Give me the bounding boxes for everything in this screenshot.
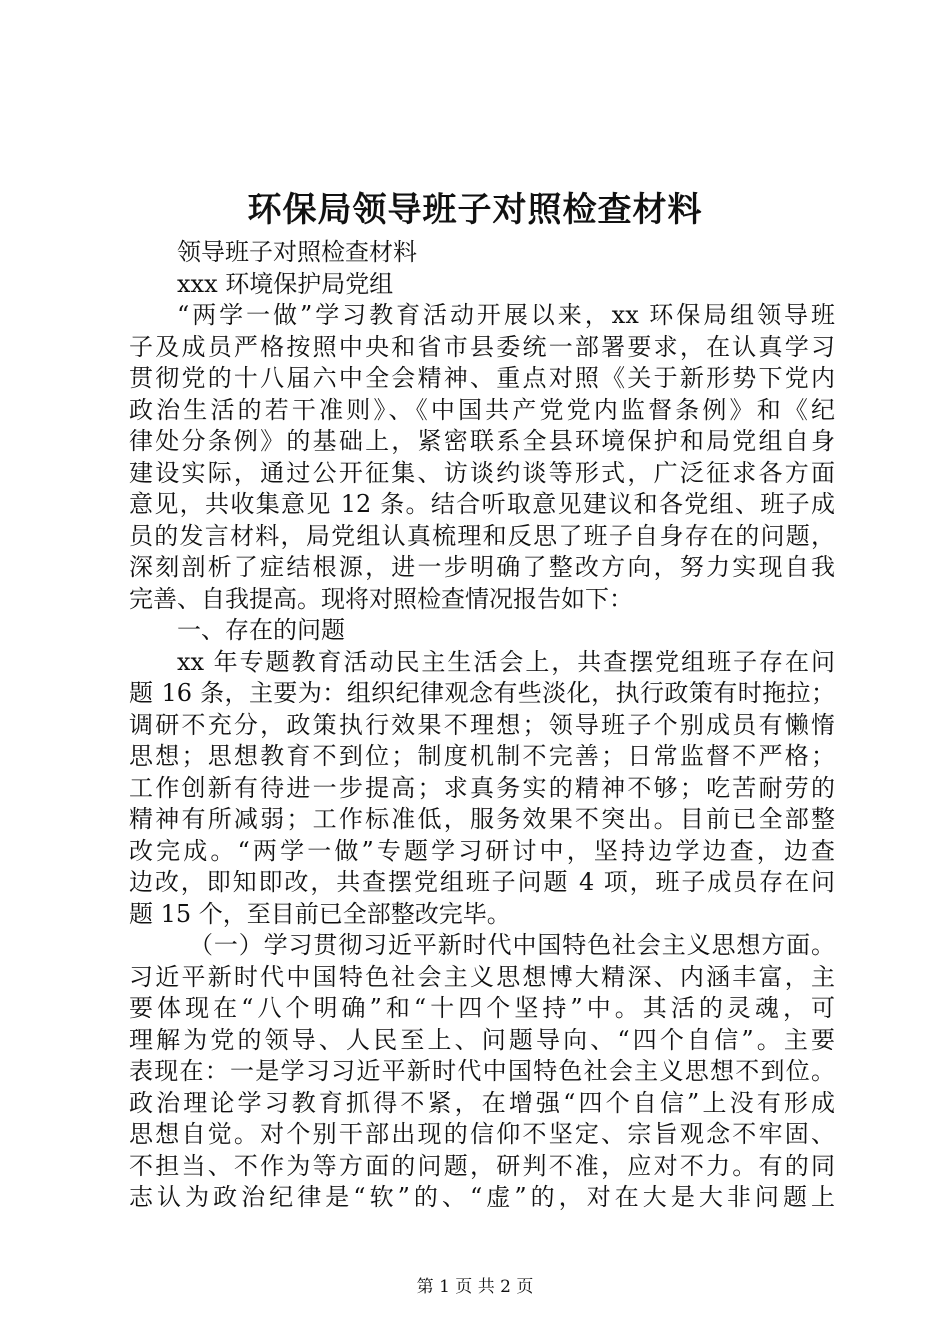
paragraph-line: 理解为党的领导、人民至上、问题导向、“四个自信”。主要 xyxy=(129,1025,835,1054)
paragraph-line: 完善、自我提高。现将对照检查情况报告如下： xyxy=(129,584,633,613)
paragraph-line: 律处分条例》的基础上，紧密联系全县环境保护和局党组自身 xyxy=(129,427,835,455)
paragraph-line: 意见，共收集意见 12 条。结合听取意见建议和各党组、班子成 xyxy=(129,490,835,518)
paragraph-line: 员的发言材料，局党组认真梳理和反思了班子自身存在的问题， xyxy=(129,521,835,550)
paragraph-line: 工作创新有待进一步提高；求真务实的精神不够；吃苦耐劳的 xyxy=(129,773,835,802)
paragraph-line: 调研不充分，政策执行效果不理想；领导班子个别成员有懒惰 xyxy=(129,710,835,739)
author-line: xxx 环境保护局党组 xyxy=(177,269,394,298)
paragraph-line: 要体现在“八个明确”和“十四个坚持”中。其活的灵魂，可 xyxy=(129,994,835,1022)
paragraph-line: 思想自觉。对个别干部出现的信仰不坚定、宗旨观念不牢固、 xyxy=(129,1120,835,1148)
section-heading: 一、存在的问题 xyxy=(177,616,345,644)
paragraph-line: 思想；思想教育不到位；制度机制不完善；日常监督不严格； xyxy=(129,742,835,770)
subsection-heading: （一）学习贯彻习近平新时代中国特色社会主义思想方面。 xyxy=(189,931,835,959)
paragraph-line: 题 16 条，主要为：组织纪律观念有些淡化，执行政策有时拖拉； xyxy=(129,679,835,707)
paragraph-line: 深刻剖析了症结根源，进一步明确了整改方向，努力实现自我 xyxy=(129,553,835,581)
paragraph-line: 习近平新时代中国特色社会主义思想博大精深、内涵丰富，主 xyxy=(129,962,835,991)
document-body xyxy=(129,237,835,1214)
paragraph-line: 表现在：一是学习习近平新时代中国特色社会主义思想不到位。 xyxy=(129,1057,835,1085)
paragraph-line: 贯彻党的十八届六中全会精神、重点对照《关于新形势下党内 xyxy=(129,364,835,392)
paragraph-line: 边改，即知即改，共查摆党组班子问题 4 项，班子成员存在问 xyxy=(129,868,835,896)
paragraph-line: 政治理论学习教育抓得不紧，在增强“四个自信”上没有形成 xyxy=(129,1088,835,1117)
paragraph-line: 题 15 个，至目前已全部整改完毕。 xyxy=(129,899,511,928)
page-number-footer: 第 1 页 共 2 页 xyxy=(416,1277,534,1297)
paragraph-line: 不担当、不作为等方面的问题，研判不准，应对不力。有的同 xyxy=(129,1151,835,1180)
paragraph-line: 子及成员严格按照中央和省市县委统一部署要求，在认真学习 xyxy=(129,332,835,361)
paragraph-line: 精神有所减弱；工作标准低，服务效果不突出。目前已全部整 xyxy=(129,805,835,833)
paragraph-line: xx 年专题教育活动民主生活会上，共查摆党组班子存在问 xyxy=(177,647,835,676)
paragraph-line: “两学一做”学习教育活动开展以来，xx 环保局组领导班 xyxy=(177,301,835,329)
subtitle-line: 领导班子对照检查材料 xyxy=(177,238,417,266)
paragraph-line: 志认为政治纪律是“软”的、“虚”的，对在大是大非问题上 xyxy=(129,1183,835,1211)
paragraph-line: 建设实际，通过公开征集、访谈约谈等形式，广泛征求各方面 xyxy=(129,458,835,487)
paragraph-line: 政治生活的若干准则》、《中国共产党党内监督条例》和《纪 xyxy=(129,395,835,424)
document-title: 环保局领导班子对照检查材料 xyxy=(247,190,703,230)
paragraph-line: 改完成。“两学一做”专题学习研讨中，坚持边学边查，边查 xyxy=(129,836,835,865)
